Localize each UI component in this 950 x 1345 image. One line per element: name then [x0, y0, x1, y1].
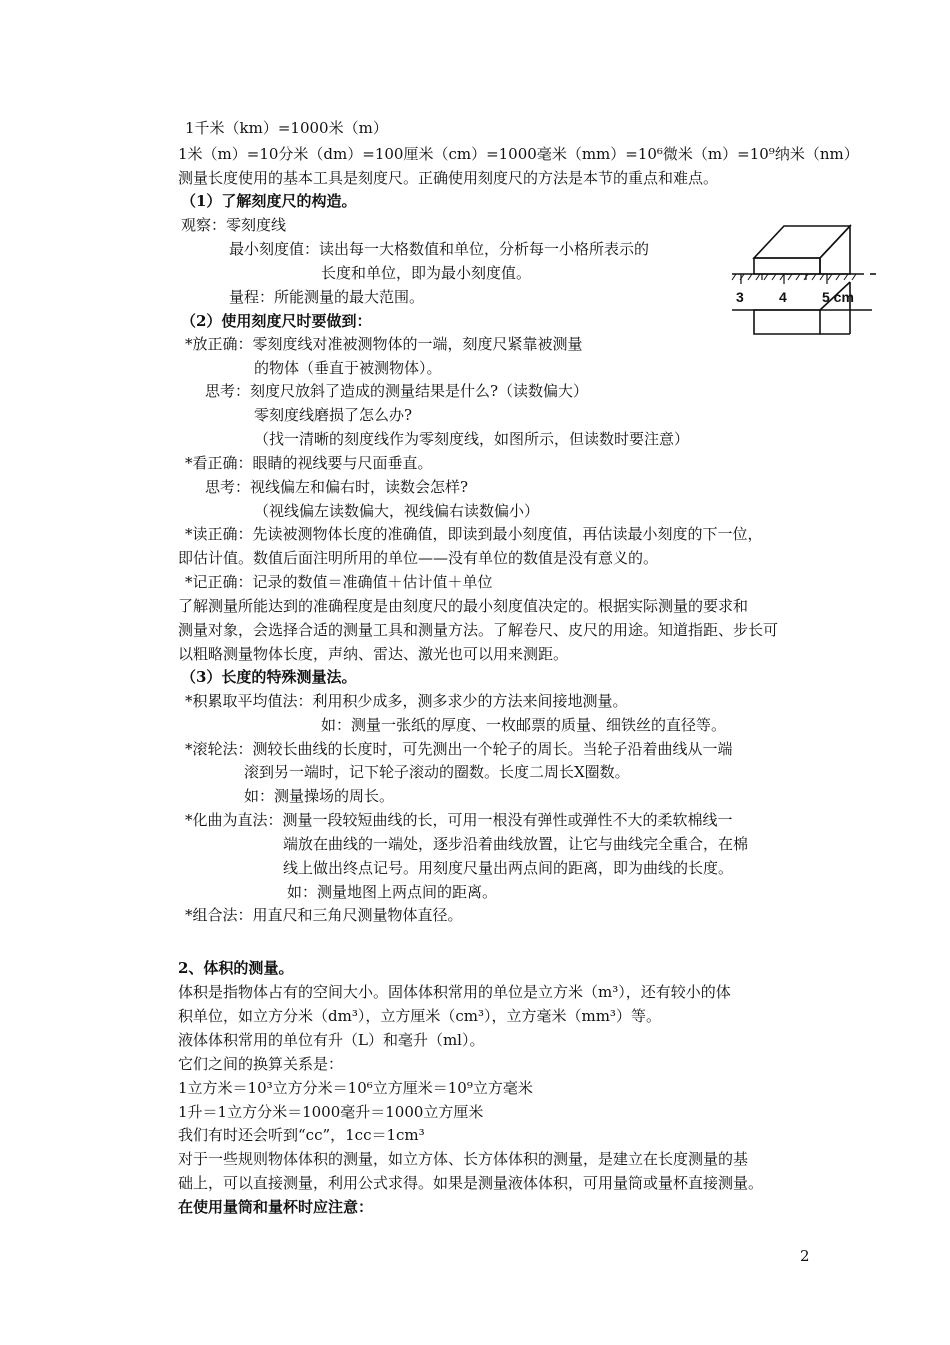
- text-line: 如：测量地图上两点间的距离。: [287, 883, 498, 901]
- section-heading: 在使用量筒和量杯时应注意：: [178, 1198, 374, 1216]
- section-heading: （2）使用刻度尺时要做到：: [181, 312, 372, 330]
- section-heading: 2、体积的测量。: [178, 959, 294, 977]
- text-line: 对于一些规则物体体积的测量，如立方体、长方体体积的测量，是建立在长度测量的基: [178, 1150, 749, 1168]
- text-line: （视线偏左读数偏大，视线偏右读数偏小）: [254, 502, 540, 520]
- text-line: 体积是指物体占有的空间大小。固体体积常用的单位是立方米（m³），还有较小的体: [178, 983, 731, 1001]
- text-line: *放正确：零刻度线对准被测物体的一端，刻度尺紧靠被测量: [185, 335, 583, 353]
- text-line: 长度和单位，即为最小刻度值。: [321, 264, 532, 282]
- page-number: 2: [800, 1247, 810, 1265]
- text-line: *读正确：先读被测物体长度的准确值，即读到最小刻度值，再估读最小刻度的下一位，: [185, 525, 763, 543]
- text-line: 积单位，如立方分米（dm³），立方厘米（cm³），立方毫米（mm³）等。: [178, 1007, 661, 1025]
- text-line: *组合法：用直尺和三角尺测量物体直径。: [185, 906, 463, 924]
- text-line: 观察：零刻度线: [181, 216, 287, 234]
- text-line: *滚轮法：测较长曲线的长度时，可先测出一个轮子的周长。当轮子沿着曲线从一端: [185, 740, 733, 758]
- text-line: 思考：视线偏左和偏右时，读数会怎样?: [205, 478, 469, 496]
- text-line: 思考：刻度尺放斜了造成的测量结果是什么?（读数偏大）: [205, 382, 589, 400]
- block-reflection: [754, 310, 820, 334]
- text-line: 以粗略测量物体长度，声纳、雷达、激光也可以用来测距。: [178, 645, 569, 663]
- text-line: 1升＝1立方分米＝1000毫升＝1000立方厘米: [178, 1103, 484, 1121]
- ruler-figure: [726, 222, 876, 342]
- text-line: *积累取平均值法：利用积少成多，测多求少的方法来间接地测量。: [185, 692, 628, 710]
- text-line: 础上，可以直接测量，利用公式求得。如果是测量液体体积，可用量筒或量杯直接测量。: [178, 1174, 764, 1192]
- text-line: 液体体积常用的单位有升（L）和毫升（ml）。: [178, 1031, 485, 1049]
- text-line: 1千米（km）=1000米（m）: [185, 119, 388, 137]
- text-line: *看正确：眼睛的视线要与尺面垂直。: [185, 454, 433, 472]
- text-line: （找一清晰的刻度线作为零刻度线，如图所示，但读数时要注意）: [254, 430, 690, 448]
- text-line: *化曲为直法：测量一段较短曲线的长，可用一根没有弹性或弹性不大的柔软棉线一: [185, 811, 733, 829]
- text-line: 滚到另一端时，记下轮子滚动的圈数。长度二周长X圈数。: [244, 763, 630, 781]
- text-line: 1立方米＝10³立方分米＝10⁶立方厘米＝10⁹立方毫米: [178, 1079, 533, 1097]
- text-line: 即估计值。数值后面注明所用的单位——没有单位的数值是没有意义的。: [178, 549, 659, 567]
- text-line: 测量长度使用的基本工具是刻度尺。正确使用刻度尺的方法是本节的重点和难点。: [178, 169, 719, 187]
- text-line: 测量对象，会选择合适的测量工具和测量方法。了解卷尺、皮尺的用途。知道指距、步长可: [178, 621, 779, 639]
- text-line: 它们之间的换算关系是：: [178, 1055, 344, 1073]
- text-line: 如：测量操场的周长。: [244, 787, 395, 805]
- text-line: 零刻度线磨损了怎么办?: [254, 406, 413, 424]
- block-front: [754, 258, 820, 274]
- block-side: [820, 226, 850, 274]
- text-line: 了解测量所能达到的准确程度是由刻度尺的最小刻度值决定的。根据实际测量的要求和: [178, 597, 749, 615]
- text-line: 线上做出终点记号。用刻度尺量出两点间的距离，即为曲线的长度。: [283, 859, 734, 877]
- text-line: 1米（m）=10分米（dm）=100厘米（cm）=1000毫米（mm）=10⁶微米（m）=10⁹纳米（nm）: [178, 145, 859, 163]
- text-line: 如：测量一张纸的厚度、一枚邮票的质量、细铁丝的直径等。: [321, 716, 727, 734]
- text-line: 端放在曲线的一端处，逐步沿着曲线放置，让它与曲线完全重合，在棉: [283, 835, 749, 853]
- text-line: 的物体（垂直于被测物体）。: [254, 359, 442, 377]
- section-heading: （3）长度的特殊测量法。: [181, 668, 357, 686]
- ruler-label: 5 cm: [822, 289, 854, 305]
- text-line: 最小刻度值：读出每一大格数值和单位，分析每一小格所表示的: [229, 240, 650, 258]
- text-line: 我们有时还会听到“cc”，1cc＝1cm³: [178, 1126, 425, 1144]
- text-line: *记正确：记录的数值＝准确值＋估计值＋单位: [185, 573, 493, 591]
- ruler-label: 3: [736, 289, 744, 305]
- section-heading: （1）了解刻度尺的构造。: [181, 192, 357, 210]
- text-line: 量程：所能测量的最大范围。: [229, 288, 425, 306]
- ruler-label: 4: [779, 289, 787, 305]
